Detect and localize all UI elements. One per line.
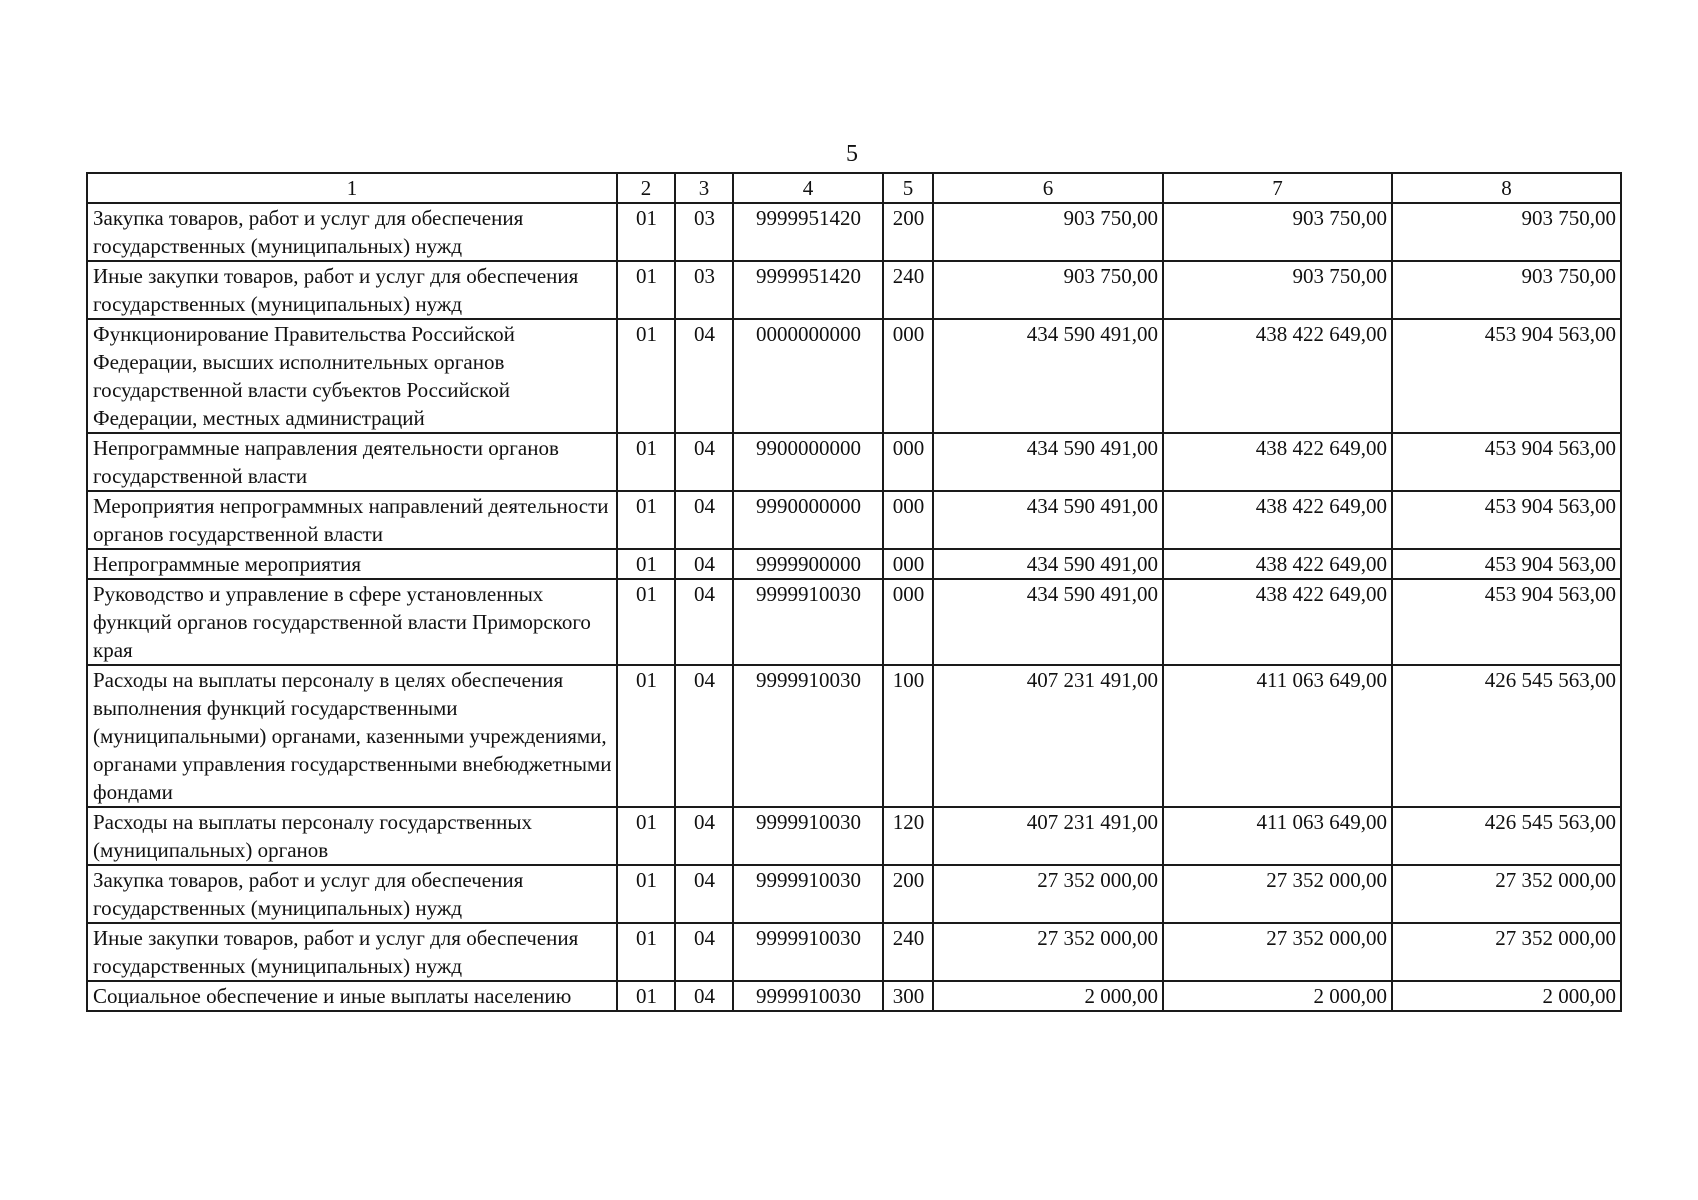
header-col-4: 4 xyxy=(733,173,883,203)
table-row xyxy=(87,981,1621,1011)
row-name: Руководство и управление в сфере установленных функций органов государственной власти Приморского края xyxy=(87,579,617,665)
amount-col-6: 434 590 491,00 xyxy=(933,579,1163,665)
amount-col-8: 2 000,00 xyxy=(1392,981,1621,1011)
section-code: 01 xyxy=(617,549,675,579)
subsection-code: 04 xyxy=(675,807,733,865)
amount-col-6: 407 231 491,00 xyxy=(933,665,1163,807)
table-body xyxy=(87,203,1621,1011)
row-name: Расходы на выплаты персоналу государственных (муниципальных) органов xyxy=(87,807,617,865)
section-code: 01 xyxy=(617,579,675,665)
row-name: Закупка товаров, работ и услуг для обеспечения государственных (муниципальных) нужд xyxy=(87,203,617,261)
table-row xyxy=(87,491,1621,549)
row-name: Закупка товаров, работ и услуг для обеспечения государственных (муниципальных) нужд xyxy=(87,865,617,923)
amount-col-7: 438 422 649,00 xyxy=(1163,319,1392,433)
section-code: 01 xyxy=(617,491,675,549)
amount-col-6: 27 352 000,00 xyxy=(933,865,1163,923)
target-code: 9999951420 xyxy=(733,203,883,261)
amount-col-8: 453 904 563,00 xyxy=(1392,433,1621,491)
target-code: 9999910030 xyxy=(733,665,883,807)
table-row xyxy=(87,261,1621,319)
table-row xyxy=(87,807,1621,865)
amount-col-7: 903 750,00 xyxy=(1163,203,1392,261)
amount-col-8: 453 904 563,00 xyxy=(1392,579,1621,665)
expense-type-code: 000 xyxy=(883,549,933,579)
amount-col-8: 903 750,00 xyxy=(1392,203,1621,261)
expense-type-code: 120 xyxy=(883,807,933,865)
expense-type-code: 200 xyxy=(883,203,933,261)
amount-col-8: 453 904 563,00 xyxy=(1392,549,1621,579)
section-code: 01 xyxy=(617,923,675,981)
section-code: 01 xyxy=(617,981,675,1011)
section-code: 01 xyxy=(617,319,675,433)
expense-type-code: 240 xyxy=(883,261,933,319)
target-code: 9999910030 xyxy=(733,923,883,981)
amount-col-7: 411 063 649,00 xyxy=(1163,665,1392,807)
row-name: Непрограммные мероприятия xyxy=(87,549,617,579)
section-code: 01 xyxy=(617,665,675,807)
amount-col-7: 2 000,00 xyxy=(1163,981,1392,1011)
amount-col-6: 903 750,00 xyxy=(933,261,1163,319)
target-code: 9999951420 xyxy=(733,261,883,319)
table-row xyxy=(87,203,1621,261)
amount-col-7: 438 422 649,00 xyxy=(1163,433,1392,491)
header-col-2: 2 xyxy=(617,173,675,203)
amount-col-6: 27 352 000,00 xyxy=(933,923,1163,981)
target-code: 9999910030 xyxy=(733,865,883,923)
table-row xyxy=(87,865,1621,923)
amount-col-7: 438 422 649,00 xyxy=(1163,491,1392,549)
expense-type-code: 200 xyxy=(883,865,933,923)
amount-col-7: 27 352 000,00 xyxy=(1163,865,1392,923)
amount-col-6: 434 590 491,00 xyxy=(933,491,1163,549)
amount-col-8: 426 545 563,00 xyxy=(1392,807,1621,865)
target-code: 9999910030 xyxy=(733,807,883,865)
amount-col-8: 426 545 563,00 xyxy=(1392,665,1621,807)
amount-col-6: 2 000,00 xyxy=(933,981,1163,1011)
header-col-7: 7 xyxy=(1163,173,1392,203)
subsection-code: 04 xyxy=(675,549,733,579)
table-row xyxy=(87,665,1621,807)
section-code: 01 xyxy=(617,865,675,923)
target-code: 9999910030 xyxy=(733,981,883,1011)
subsection-code: 04 xyxy=(675,665,733,807)
target-code: 9990000000 xyxy=(733,491,883,549)
expense-type-code: 300 xyxy=(883,981,933,1011)
amount-col-6: 903 750,00 xyxy=(933,203,1163,261)
target-code: 0000000000 xyxy=(733,319,883,433)
subsection-code: 04 xyxy=(675,579,733,665)
amount-col-8: 27 352 000,00 xyxy=(1392,865,1621,923)
subsection-code: 04 xyxy=(675,491,733,549)
section-code: 01 xyxy=(617,203,675,261)
expense-type-code: 000 xyxy=(883,319,933,433)
header-col-3: 3 xyxy=(675,173,733,203)
expense-type-code: 000 xyxy=(883,433,933,491)
table-row xyxy=(87,549,1621,579)
amount-col-6: 407 231 491,00 xyxy=(933,807,1163,865)
target-code: 9900000000 xyxy=(733,433,883,491)
table-row xyxy=(87,923,1621,981)
row-name: Мероприятия непрограммных направлений деятельности органов государственной власти xyxy=(87,491,617,549)
page-number: 5 xyxy=(846,141,858,167)
expense-type-code: 000 xyxy=(883,491,933,549)
section-code: 01 xyxy=(617,433,675,491)
table-row xyxy=(87,319,1621,433)
row-name: Непрограммные направления деятельности органов государственной власти xyxy=(87,433,617,491)
expense-type-code: 100 xyxy=(883,665,933,807)
subsection-code: 04 xyxy=(675,319,733,433)
header-col-6: 6 xyxy=(933,173,1163,203)
row-name: Расходы на выплаты персоналу в целях обеспечения выполнения функций государственными (муниципальными) органами, казенными учреждениями, органами управления государственными внебюджетными фондами xyxy=(87,665,617,807)
amount-col-6: 434 590 491,00 xyxy=(933,549,1163,579)
amount-col-8: 453 904 563,00 xyxy=(1392,491,1621,549)
target-code: 9999900000 xyxy=(733,549,883,579)
subsection-code: 04 xyxy=(675,433,733,491)
expense-type-code: 240 xyxy=(883,923,933,981)
subsection-code: 04 xyxy=(675,923,733,981)
subsection-code: 04 xyxy=(675,981,733,1011)
row-name: Иные закупки товаров, работ и услуг для обеспечения государственных (муниципальных) нужд xyxy=(87,923,617,981)
amount-col-8: 453 904 563,00 xyxy=(1392,319,1621,433)
header-col-1: 1 xyxy=(87,173,617,203)
header-row xyxy=(87,173,1621,203)
table-header xyxy=(87,173,1621,203)
amount-col-6: 434 590 491,00 xyxy=(933,319,1163,433)
subsection-code: 04 xyxy=(675,865,733,923)
amount-col-7: 903 750,00 xyxy=(1163,261,1392,319)
section-code: 01 xyxy=(617,807,675,865)
amount-col-8: 903 750,00 xyxy=(1392,261,1621,319)
table-row xyxy=(87,433,1621,491)
row-name: Иные закупки товаров, работ и услуг для обеспечения государственных (муниципальных) нужд xyxy=(87,261,617,319)
subsection-code: 03 xyxy=(675,261,733,319)
row-name: Социальное обеспечение и иные выплаты населению xyxy=(87,981,617,1011)
amount-col-7: 411 063 649,00 xyxy=(1163,807,1392,865)
header-col-5: 5 xyxy=(883,173,933,203)
target-code: 9999910030 xyxy=(733,579,883,665)
subsection-code: 03 xyxy=(675,203,733,261)
amount-col-6: 434 590 491,00 xyxy=(933,433,1163,491)
budget-table xyxy=(86,172,1622,1012)
amount-col-7: 438 422 649,00 xyxy=(1163,579,1392,665)
amount-col-8: 27 352 000,00 xyxy=(1392,923,1621,981)
table-row xyxy=(87,579,1621,665)
amount-col-7: 27 352 000,00 xyxy=(1163,923,1392,981)
amount-col-7: 438 422 649,00 xyxy=(1163,549,1392,579)
expense-type-code: 000 xyxy=(883,579,933,665)
header-col-8: 8 xyxy=(1392,173,1621,203)
section-code: 01 xyxy=(617,261,675,319)
row-name: Функционирование Правительства Российской Федерации, высших исполнительных органов государственной власти субъектов Российской Федерации, местных администраций xyxy=(87,319,617,433)
